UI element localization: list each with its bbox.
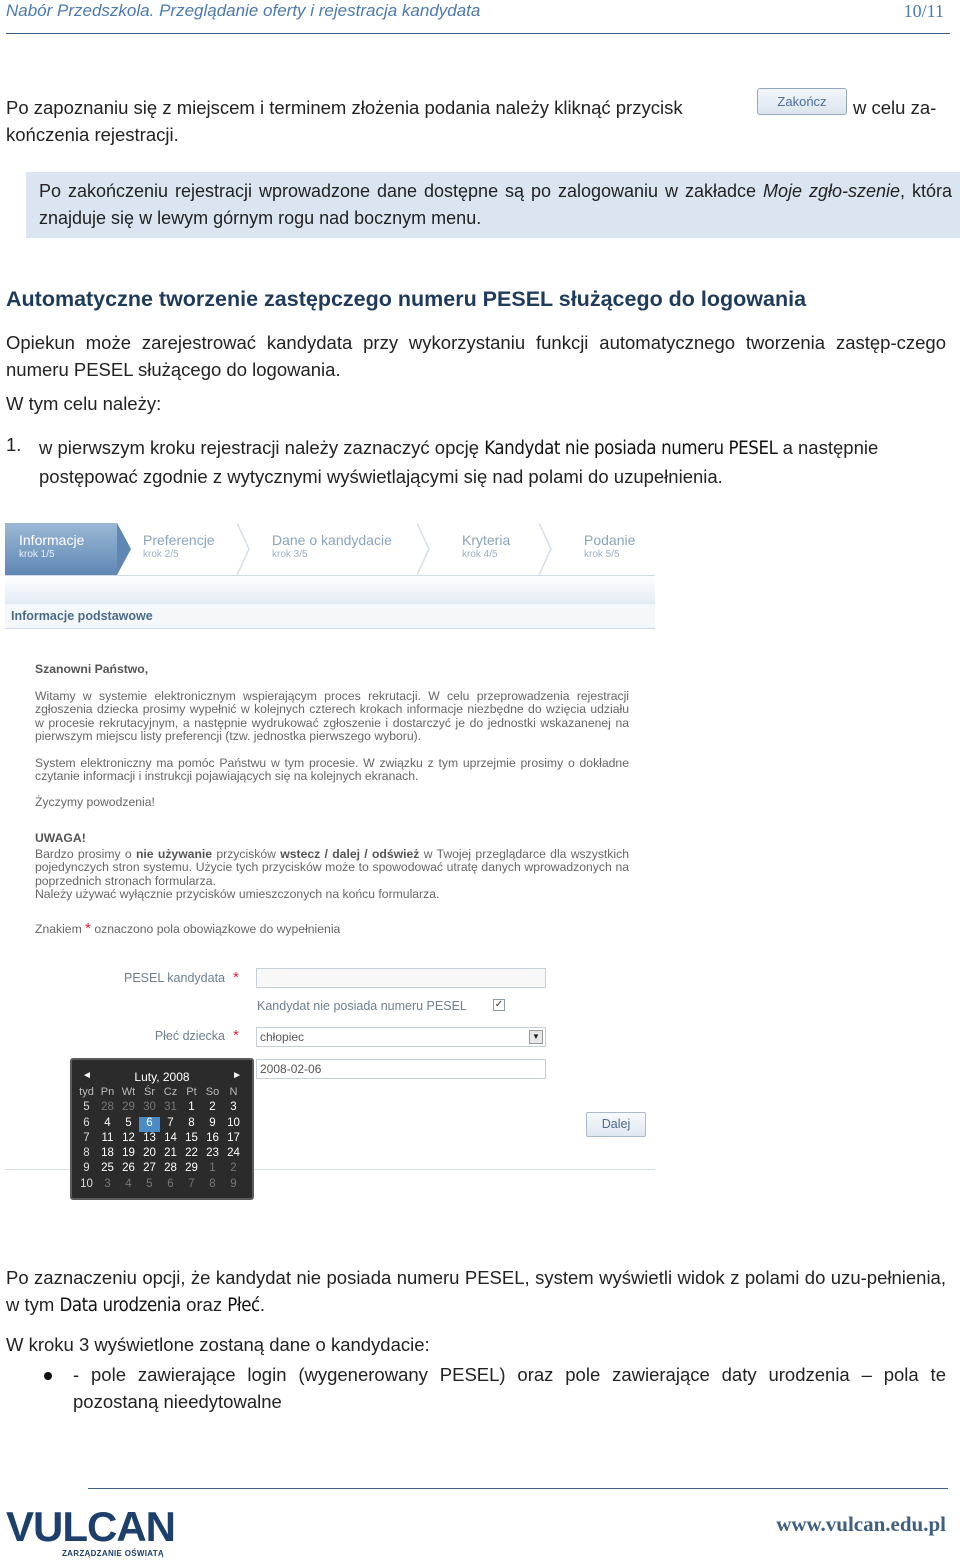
intro-text-cont: kończenia rejestracji. xyxy=(6,124,179,145)
bullet-item: - pole zawierające login (wygenerowany PESEL) oraz pole zawierające daty urodzenia – pola te pozostaną nieedytowalne xyxy=(73,1364,946,1412)
weekday-label: Pn xyxy=(100,1086,115,1098)
logo-text: VULCAN xyxy=(6,1503,175,1550)
weekday-label: Wt xyxy=(121,1086,136,1098)
page-header xyxy=(6,0,950,34)
weekday-label: N xyxy=(229,1086,238,1098)
week-number: 7 xyxy=(83,1131,90,1144)
calendar-grid xyxy=(76,1086,244,1193)
calendar-day[interactable]: 24 xyxy=(227,1147,240,1160)
wish-text: Życzymy powodzenia! xyxy=(35,795,155,809)
wizard-step-3[interactable] xyxy=(258,523,418,575)
calendar-day[interactable]: 8 xyxy=(209,1177,216,1190)
warning-bold: wstecz / dalej / odśwież xyxy=(280,847,420,861)
calendar-day[interactable]: 3 xyxy=(104,1177,111,1190)
week-number: 10 xyxy=(80,1177,93,1190)
calendar-day[interactable]: 15 xyxy=(185,1131,198,1144)
section-title: Informacje podstawowe xyxy=(11,609,153,623)
warning-bold: nie używanie xyxy=(135,847,213,861)
week-number: 8 xyxy=(83,1147,90,1160)
calendar-day[interactable]: 14 xyxy=(164,1131,177,1144)
intro-text-1: Witamy w systemie elektronicznym wspierającym proces rekrutacji. W celu przeprowadzenia rejestracji zgłoszenia dziecka prosimy wypełnić w kolejnych czterech krokach informacje niezbędne do wzięcia udziału w procesie rekrutacyjnym, a następnie wydrukować zgłoszenie i dostarczyć je do jednostki wskazanenej na pierwszym miejscu listy preferencji (tzw. jednostka pierwszego wyboru). xyxy=(35,689,629,743)
step-chevron xyxy=(417,523,431,575)
p4-text: . xyxy=(259,1294,265,1315)
step-label: Kryteria xyxy=(462,532,511,548)
calendar-day[interactable]: 4 xyxy=(125,1177,132,1190)
warning-title: UWAGA! xyxy=(35,831,86,845)
footer-divider xyxy=(88,1488,948,1489)
pesel-label: PESEL kandydata xyxy=(124,971,225,985)
list-number: 1. xyxy=(6,434,22,455)
calendar-day[interactable]: 11 xyxy=(101,1131,114,1144)
field-name: Płeć xyxy=(227,1295,260,1316)
calendar-day[interactable]: 6 xyxy=(167,1177,174,1190)
field-name: Data urodzenia xyxy=(59,1295,181,1316)
calendar-day[interactable]: 28 xyxy=(101,1101,114,1114)
wizard-step-1[interactable] xyxy=(5,523,117,575)
birth-date-input[interactable]: 2008-02-06 xyxy=(256,1059,546,1079)
calendar-day[interactable]: 9 xyxy=(209,1116,216,1129)
note-italic: Moje zgło-szenie xyxy=(762,181,901,201)
bullet-icon xyxy=(44,1372,52,1380)
pesel-input[interactable] xyxy=(256,968,546,988)
info-note xyxy=(26,172,960,238)
list-item-1 xyxy=(39,434,946,491)
calendar-day[interactable]: 7 xyxy=(167,1116,174,1129)
calendar-day[interactable]: 27 xyxy=(143,1162,156,1175)
weekday-label: So xyxy=(205,1086,220,1098)
step-label: Informacje xyxy=(19,532,85,548)
calendar-day[interactable]: 29 xyxy=(122,1101,135,1114)
document-title: Nabór Przedszkola. Przeglądanie oferty i rejestracja kandydata xyxy=(6,1,481,20)
list-text-b: a następnie postępować zgodnie z wytycznymi wyświetlającymi się nad polami do uzupełnienia. xyxy=(39,437,879,487)
step-sub: krok 1/5 xyxy=(19,549,55,560)
calendar-day[interactable]: 30 xyxy=(143,1101,156,1114)
calendar-day[interactable]: 2 xyxy=(209,1101,216,1114)
calendar-day[interactable]: 4 xyxy=(104,1116,111,1129)
calendar-day[interactable]: 19 xyxy=(122,1147,135,1160)
calendar-day[interactable]: 20 xyxy=(143,1147,156,1160)
calendar-month: Luty, 2008 xyxy=(134,1070,190,1084)
weekday-label: Pt xyxy=(186,1086,197,1098)
calendar-day[interactable]: 10 xyxy=(227,1116,240,1129)
footer-url[interactable]: www.vulcan.edu.pl xyxy=(776,1512,946,1536)
warning-part: Bardzo prosimy o xyxy=(35,847,136,861)
wizard-step-5[interactable] xyxy=(570,523,655,575)
next-month-icon[interactable]: ► xyxy=(232,1070,242,1081)
step-chevron xyxy=(237,523,251,575)
wizard-bar xyxy=(5,575,655,603)
calendar-day[interactable]: 7 xyxy=(188,1177,195,1190)
calendar-day[interactable]: 23 xyxy=(206,1147,219,1160)
registration-screenshot xyxy=(5,523,655,1193)
section-header xyxy=(5,603,655,629)
wizard-step-4[interactable] xyxy=(448,523,538,575)
step-label: Dane o kandydacie xyxy=(272,532,392,548)
intro-text: Po zapoznaniu się z miejscem i terminem złożenia podania należy kliknąć przycisk xyxy=(6,97,683,118)
step-sub: krok 4/5 xyxy=(462,549,498,560)
calendar-day[interactable]: 2 xyxy=(230,1162,237,1175)
calendar-day[interactable]: 22 xyxy=(185,1147,198,1160)
paragraph-5: W kroku 3 wyświetlone zostaną dane o kandydacie: xyxy=(6,1334,430,1355)
step-label: Podanie xyxy=(584,532,636,548)
logo-subtitle: ZARZĄDZANIE OŚWIATĄ xyxy=(62,1549,164,1558)
p4-text: Po zaznaczeniu opcji, że kandydat nie posiada numeru PESEL, system wyświetli widok z polami do uzu-pełnienia, w tym xyxy=(6,1267,946,1315)
required-text: oznaczono pola obowiązkowe do wypełnienia xyxy=(90,922,341,936)
week-number: 9 xyxy=(83,1162,90,1175)
step-label: Preferencje xyxy=(143,532,215,548)
calendar-day[interactable]: 8 xyxy=(188,1116,195,1129)
sex-value: chłopiec xyxy=(260,1030,305,1044)
step-chevron xyxy=(539,523,553,575)
calendar-day[interactable]: 28 xyxy=(164,1162,177,1175)
wizard-step-2[interactable] xyxy=(129,523,239,575)
note-text-b: , która znajduje się w lewym górnym rogu nad bocznym menu. xyxy=(39,181,952,228)
warning-text xyxy=(35,848,629,888)
warning-part: przycisków xyxy=(212,847,281,861)
required-star: * xyxy=(85,920,91,937)
weekday-label: Cz xyxy=(163,1086,178,1098)
calendar-day[interactable]: 17 xyxy=(227,1131,240,1144)
chevron-down-icon: ▼ xyxy=(529,1030,543,1044)
prev-month-icon[interactable]: ◄ xyxy=(82,1070,92,1081)
wizard-steps xyxy=(5,523,655,575)
intro-text-2: System elektroniczny ma pomóc Państwu w tym procesie. W związku z tym uprzejmie prosimy o dokładne czytanie informacji i instrukcji pojawiających się na kolejnych ekranach. xyxy=(35,756,629,784)
weekday-label: Śr xyxy=(144,1086,155,1098)
sex-label: Płeć dziecka xyxy=(154,1029,225,1043)
warning-text-2: Należy używać wyłącznie przycisków umieszczonych na końcu formularza. xyxy=(35,887,440,901)
calendar-day[interactable]: 5 xyxy=(146,1177,153,1190)
calendar-day[interactable]: 13 xyxy=(143,1131,156,1144)
sex-select[interactable] xyxy=(256,1027,546,1047)
no-pesel-label: Kandydat nie posiada numeru PESEL xyxy=(257,999,467,1013)
calendar-day[interactable]: 29 xyxy=(185,1162,198,1175)
required-star: * xyxy=(233,1027,239,1044)
calendar-day[interactable]: 21 xyxy=(164,1147,177,1160)
list-text-a: w pierwszym kroku rejestracji należy zaznaczyć opcję xyxy=(39,437,485,458)
step-sub: krok 5/5 xyxy=(584,549,620,560)
week-number: 6 xyxy=(83,1116,90,1129)
calendar-day[interactable]: 12 xyxy=(122,1131,135,1144)
calendar-day[interactable]: 1 xyxy=(209,1162,216,1175)
calendar-day[interactable]: 25 xyxy=(101,1162,114,1175)
step-sub: krok 3/5 xyxy=(272,549,308,560)
required-note xyxy=(35,922,629,936)
calendar-day[interactable]: 3 xyxy=(230,1101,237,1114)
no-pesel-checkbox[interactable]: ✓ xyxy=(494,999,504,1010)
next-button[interactable]: Dalej xyxy=(586,1112,646,1137)
warning-part: w Twojej przeglądarce dla wszystkich pojedynczych stron systemu. Użycie tych przycisków może to spowodować utratę danych wprowadzonych na poprzednich stronach formularza. xyxy=(35,847,629,888)
paragraph-4 xyxy=(6,1264,946,1319)
calendar-header xyxy=(72,1070,252,1086)
greeting: Szanowni Państwo, xyxy=(35,662,149,676)
p4-text: oraz xyxy=(180,1294,228,1315)
paragraph-3: W tym celu należy: xyxy=(6,393,162,414)
week-number: 5 xyxy=(83,1101,90,1114)
calendar-day[interactable]: 6 xyxy=(139,1117,160,1132)
calendar-day[interactable]: 18 xyxy=(101,1147,114,1160)
step-sub: krok 2/5 xyxy=(143,549,179,560)
note-text-a: Po zakończeniu rejestracji wprowadzone dane dostępne są po zalogowaniu w zakładce xyxy=(39,181,763,201)
required-text: Znakiem xyxy=(35,922,86,936)
required-star: * xyxy=(233,969,239,986)
calendar-day[interactable]: 1 xyxy=(188,1101,195,1114)
date-picker xyxy=(70,1058,254,1200)
calendar-day[interactable]: 26 xyxy=(122,1162,135,1175)
vulcan-logo xyxy=(4,1503,175,1560)
weekday-label: tyd xyxy=(79,1086,94,1098)
calendar-day[interactable]: 5 xyxy=(125,1116,132,1129)
intro-text-after: w celu za- xyxy=(853,97,937,118)
section-heading: Automatyczne tworzenie zastępczego numeru PESEL służącego do logowania xyxy=(6,287,807,311)
page-number: 10/11 xyxy=(903,1,944,21)
calendar-day[interactable]: 16 xyxy=(206,1131,219,1144)
paragraph-2: Opiekun może zarejestrować kandydata przy wykorzystaniu funkcji automatycznego tworzenia zastęp-czego numeru PESEL służącego do logowania. xyxy=(6,332,946,380)
finish-button[interactable]: Zakończ xyxy=(757,88,847,115)
calendar-day[interactable]: 9 xyxy=(230,1177,237,1190)
option-name: Kandydat nie posiada numeru PESEL xyxy=(484,438,778,459)
calendar-day[interactable]: 31 xyxy=(164,1101,177,1114)
